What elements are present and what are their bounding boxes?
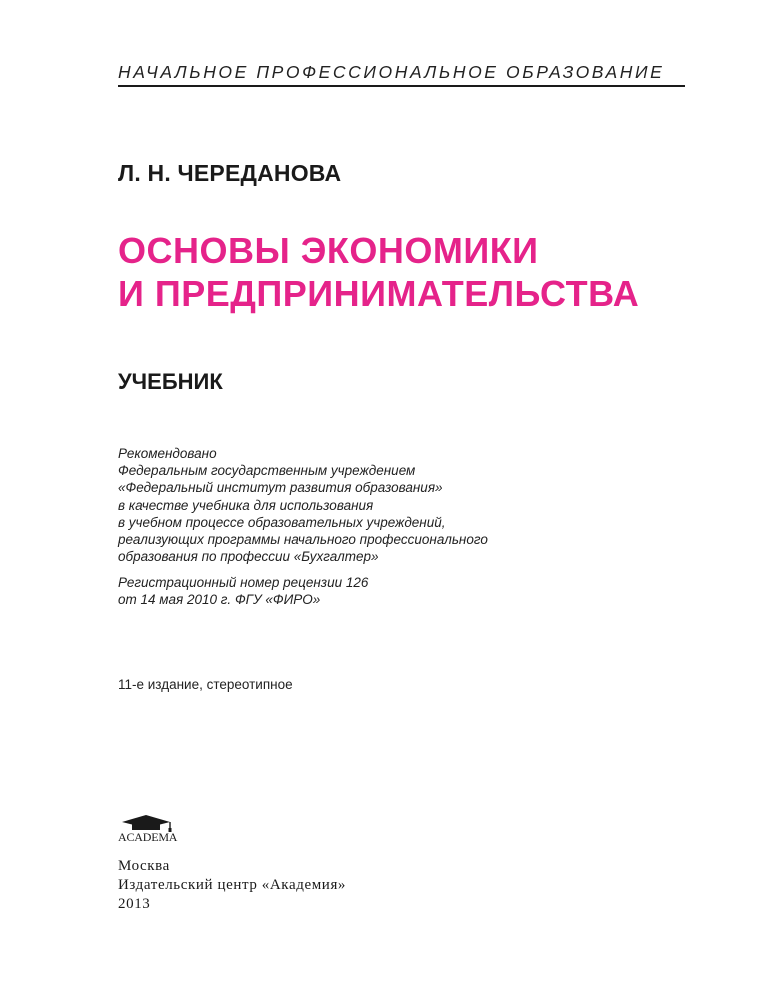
publisher-logo-text: ACADEMA	[118, 830, 178, 844]
recommendation-line: образования по профессии «Бухгалтер»	[118, 549, 379, 565]
recommendation-block	[118, 445, 488, 565]
document-type: УЧЕБНИК	[118, 369, 223, 394]
registration-line: Регистрационный номер рецензии 126	[118, 575, 369, 590]
edition-note: 11-е издание, стереотипное	[118, 677, 293, 692]
series-heading: НАЧАЛЬНОЕ ПРОФЕССИОНАЛЬНОЕ ОБРАЗОВАНИЕ	[118, 62, 665, 82]
book-title-line-2: И ПРЕДПРИНИМАТЕЛЬСТВА	[118, 273, 640, 314]
recommendation-line: «Федеральный институт развития образования»	[118, 480, 443, 496]
imprint-block	[118, 857, 346, 914]
author-name: Л. Н. ЧЕРЕДАНОВА	[118, 160, 342, 186]
recommendation-line: реализующих программы начального профессионального	[118, 532, 488, 548]
series-divider	[118, 85, 685, 87]
imprint-city: Москва	[118, 858, 170, 874]
recommendation-line: Рекомендовано	[118, 446, 217, 461]
imprint-year: 2013	[118, 896, 151, 912]
recommendation-line: в качестве учебника для использования	[118, 497, 374, 513]
book-title-line-1: ОСНОВЫ ЭКОНОМИКИ	[118, 230, 539, 271]
recommendation-line: в учебном процессе образовательных учреждений,	[118, 514, 446, 530]
registration-block	[118, 574, 368, 608]
imprint-publisher: Издательский центр «Академия»	[118, 877, 347, 893]
recommendation-line: Федеральным государственным учреждением	[118, 463, 416, 479]
registration-line: от 14 мая 2010 г. ФГУ «ФИРО»	[118, 592, 321, 608]
book-title	[118, 229, 639, 315]
